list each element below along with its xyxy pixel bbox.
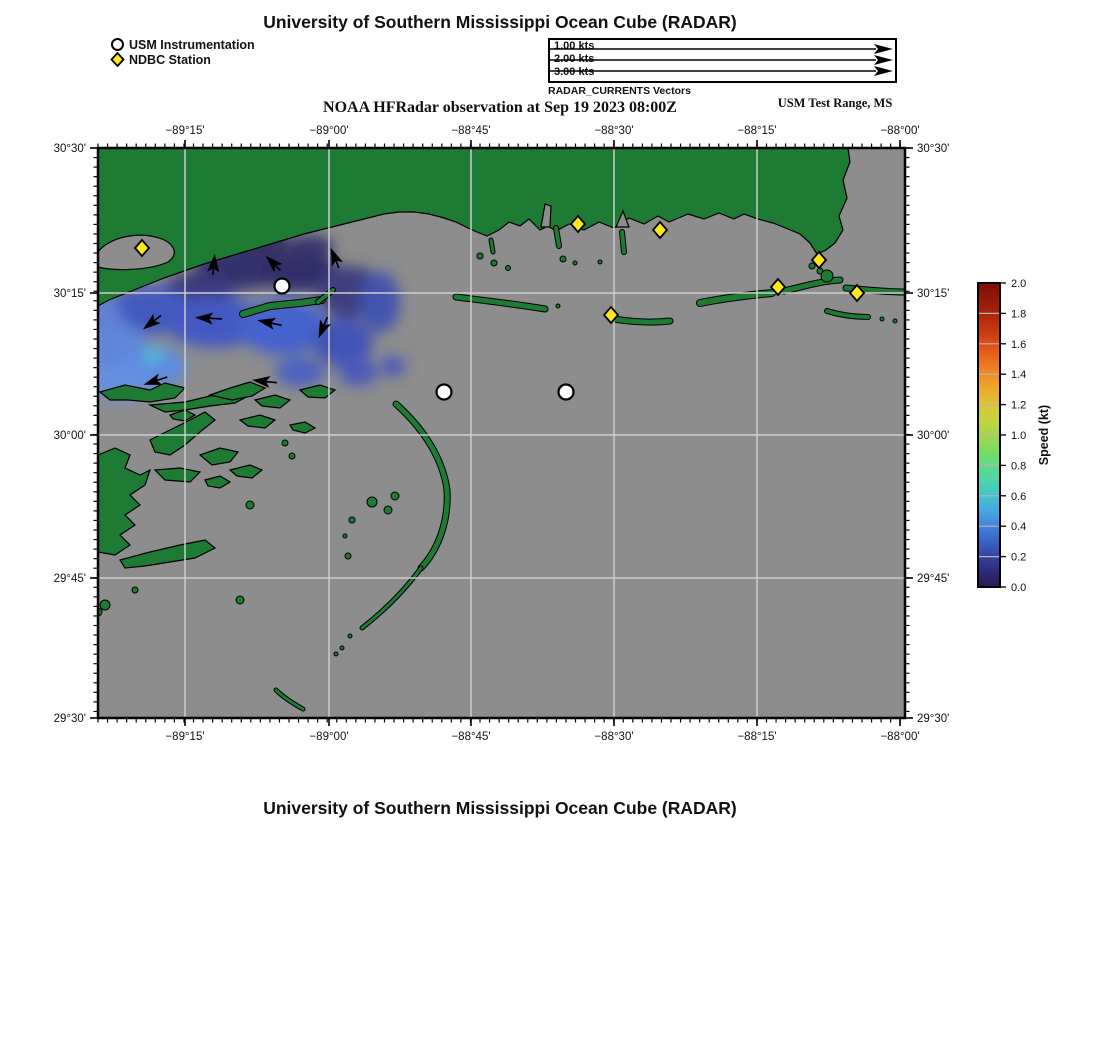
lon-tick-label-bottom: −89°00' xyxy=(309,731,349,743)
usm-station-marker[interactable] xyxy=(559,385,574,400)
islet xyxy=(348,634,352,638)
lat-tick-label-right: 30°15' xyxy=(917,288,950,300)
islet xyxy=(340,646,344,650)
lon-tick-label-top: −88°15' xyxy=(737,125,777,137)
usm-station-marker[interactable] xyxy=(275,279,290,294)
scale-3kt-label: 3.00 kts xyxy=(554,66,595,78)
islet xyxy=(282,440,288,446)
speed-blob xyxy=(381,356,405,376)
page-title: University of Southern Mississippi Ocean Cube (RADAR) xyxy=(263,12,737,32)
map-area[interactable] xyxy=(74,148,905,718)
islet xyxy=(345,553,351,559)
range-label: USM Test Range, MS xyxy=(777,96,893,110)
islet xyxy=(367,497,377,507)
islet xyxy=(573,261,577,265)
colorbar-tick-label: 0.6 xyxy=(1011,490,1027,503)
scale-1kt-label: 1.00 kts xyxy=(554,40,595,52)
lat-tick-label-left: 30°30' xyxy=(53,143,86,155)
speed-blob xyxy=(144,349,162,363)
island-strip xyxy=(614,319,670,322)
islet xyxy=(821,270,833,282)
colorbar-tick-label: 2.0 xyxy=(1011,278,1027,290)
lon-tick-label-bottom: −89°15' xyxy=(165,731,205,743)
colorbar-tick-label: 1.0 xyxy=(1011,430,1027,442)
islet xyxy=(289,453,295,459)
lat-tick-label-right: 29°45' xyxy=(917,573,950,585)
footer-title: University of Southern Mississippi Ocean Cube (RADAR) xyxy=(263,798,737,818)
speed-blob xyxy=(338,358,378,386)
scale-2kt-label: 2.00 kts xyxy=(554,53,595,65)
lon-tick-label-top: −88°45' xyxy=(451,125,491,137)
lat-tick-label-left: 30°15' xyxy=(53,288,86,300)
colorbar-axis-label: Speed (kt) xyxy=(1037,404,1051,466)
islet xyxy=(334,652,338,656)
legend-label: NDBC Station xyxy=(129,52,211,67)
lon-tick-label-top: −88°00' xyxy=(880,125,920,137)
lat-tick-label-left: 29°45' xyxy=(53,573,86,585)
lon-tick-label-bottom: −88°30' xyxy=(594,731,634,743)
colorbar xyxy=(978,278,1051,594)
colorbar-tick-label: 0.0 xyxy=(1011,582,1027,594)
islet xyxy=(100,600,110,610)
lat-tick-label-right: 30°00' xyxy=(917,430,950,442)
islet xyxy=(491,260,497,266)
islet xyxy=(246,501,254,509)
colorbar-tick-label: 0.8 xyxy=(1011,460,1027,473)
island-strip xyxy=(622,232,624,252)
vector-scale-caption: RADAR_CURRENTS Vectors xyxy=(548,85,691,97)
lat-tick-label-right: 30°30' xyxy=(917,143,950,155)
islet xyxy=(560,256,566,262)
colorbar-tick-label: 1.6 xyxy=(1011,338,1027,351)
legend-label: USM Instrumentation xyxy=(129,37,255,52)
lat-tick-label-left: 30°00' xyxy=(53,430,86,442)
islet xyxy=(349,517,355,523)
lon-tick-label-top: −89°15' xyxy=(165,125,205,137)
colorbar-tick-label: 1.4 xyxy=(1011,369,1027,382)
lon-tick-label-bottom: −88°00' xyxy=(880,731,920,743)
lon-tick-label-top: −88°30' xyxy=(594,125,634,137)
colorbar-tick-label: 1.2 xyxy=(1011,399,1027,412)
island-strip xyxy=(491,240,493,252)
speed-blob xyxy=(275,357,325,387)
islet xyxy=(236,596,244,604)
islet xyxy=(893,319,897,323)
islet xyxy=(556,304,560,308)
islet xyxy=(384,506,392,514)
islet xyxy=(506,266,511,271)
lon-tick-label-bottom: −88°15' xyxy=(737,731,777,743)
islet xyxy=(598,260,602,264)
islet xyxy=(477,253,483,259)
speed-blob xyxy=(360,272,400,332)
islet xyxy=(809,263,815,269)
lat-tick-label-right: 29°30' xyxy=(917,713,950,725)
colorbar-tick-label: 0.2 xyxy=(1011,551,1027,564)
usm-station-marker[interactable] xyxy=(437,385,452,400)
colorbar-tick-label: 0.4 xyxy=(1011,521,1027,534)
lat-tick-label-left: 29°30' xyxy=(53,713,86,725)
lon-tick-label-bottom: −88°45' xyxy=(451,731,491,743)
islet xyxy=(343,534,347,538)
colorbar-tick-label: 1.8 xyxy=(1011,308,1027,321)
observation-subtitle: NOAA HFRadar observation at Sep 19 2023 08:00Z xyxy=(323,99,677,116)
islet xyxy=(132,587,138,593)
islet xyxy=(391,492,399,500)
lon-tick-label-top: −89°00' xyxy=(309,125,349,137)
speed-blob xyxy=(286,235,334,259)
islet xyxy=(880,317,884,321)
